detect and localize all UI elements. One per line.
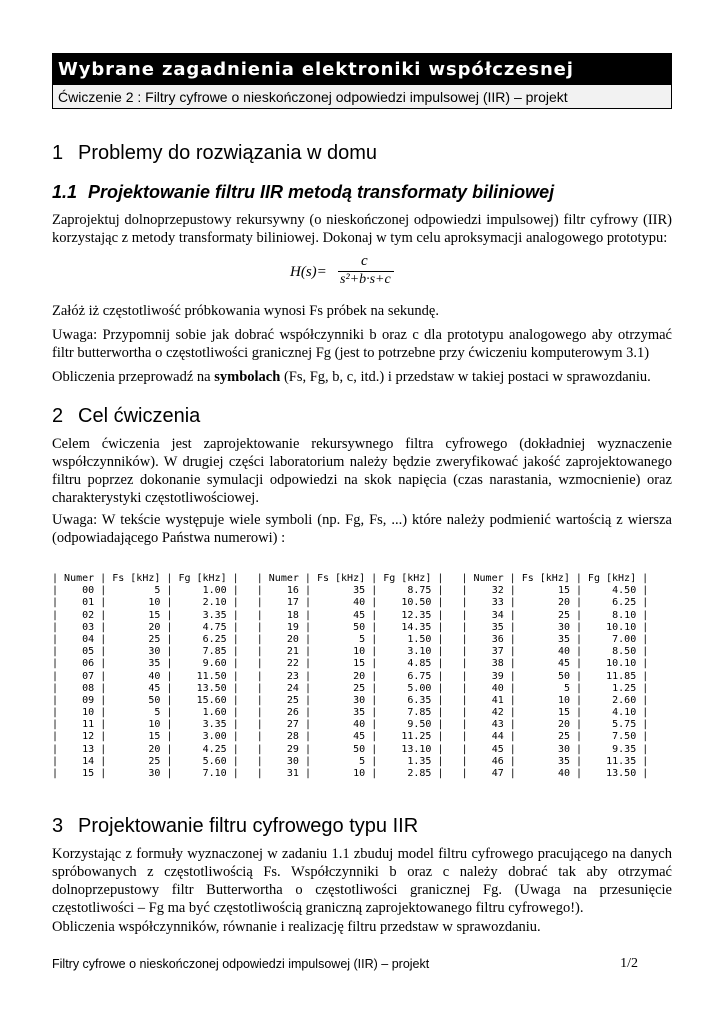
footer-text: Filtry cyfrowe o nieskończonej odpowiedzi impulsowej (IIR) – projekt <box>52 957 430 971</box>
transfer-function-formula <box>290 255 410 291</box>
table-cell-fg: 8.10 <box>612 609 637 621</box>
table-cell-fs: 35 <box>557 633 570 645</box>
table-cell-fg: 8.75 <box>407 585 432 597</box>
table-cell-number: 25 <box>286 694 299 706</box>
table-cell-number: 34 <box>491 609 504 621</box>
table-cell-fs: 20 <box>353 670 366 682</box>
table-cell-fg: 13.10 <box>401 743 432 755</box>
table-cell-fg: 11.35 <box>606 755 637 767</box>
table-cell-number: 08 <box>82 682 95 694</box>
table-cell-fg: 9.60 <box>202 658 227 670</box>
table-cell-number: 22 <box>286 658 299 670</box>
table-cell-fg: 12.35 <box>401 609 432 621</box>
table-cell-fs: 15 <box>557 707 570 719</box>
table-cell-fs: 5 <box>563 682 570 694</box>
table-cell-fg: 4.25 <box>202 743 227 755</box>
table-cell-number: 45 <box>491 743 504 755</box>
table-header-cell: Numer <box>473 573 504 584</box>
table-cell-fs: 20 <box>557 719 570 731</box>
table-cell-fg: 7.00 <box>612 633 637 645</box>
table-cell-number: 07 <box>82 670 95 682</box>
section-1-number: 1 <box>52 142 64 164</box>
page-number: 1/2 <box>620 956 638 971</box>
table-cell-number: 36 <box>491 633 504 645</box>
table-row: | 09 | 50 | 15.60 | | 25 | 30 | 6.35 | | 41 | 10 | 2.60 | <box>52 694 649 706</box>
table-cell-fs: 35 <box>353 585 366 597</box>
section-1-paragraph-2: Załóż iż częstotliwość próbkowania wynosi Fs próbek na sekundę. <box>52 303 439 319</box>
table-cell-number: 21 <box>286 646 299 658</box>
table-cell-fg: 4.85 <box>407 658 432 670</box>
table-cell-fg: 7.85 <box>202 646 227 658</box>
table-cell-fg: 7.50 <box>612 731 637 743</box>
table-cell-fs: 40 <box>353 597 366 609</box>
table-row: | 10 | 5 | 1.60 | | 26 | 35 | 7.85 | | 42 | 15 | 4.10 | <box>52 707 649 719</box>
table-cell-fs: 30 <box>557 743 570 755</box>
table-cell-fs: 40 <box>557 646 570 658</box>
table-cell-number: 12 <box>82 731 95 743</box>
table-cell-number: 39 <box>491 670 504 682</box>
table-cell-fg: 4.10 <box>612 707 637 719</box>
table-cell-fg: 6.35 <box>407 694 432 706</box>
table-header-cell: Fg [kHz] <box>178 573 227 584</box>
table-cell-fs: 50 <box>148 694 161 706</box>
section-3-paragraph-2: Obliczenia współczynników, równanie i realizację filtru przedstaw w sprawozdaniu. <box>52 919 541 935</box>
section-2-number: 2 <box>52 405 64 427</box>
table-cell-number: 41 <box>491 694 504 706</box>
table-cell-fg: 3.35 <box>202 719 227 731</box>
table-cell-fs: 5 <box>154 707 161 719</box>
document-subtitle: Ćwiczenie 2 : Filtry cyfrowe o nieskończonej odpowiedzi impulsowej (IIR) – projekt <box>52 84 672 109</box>
table-cell-fg: 13.50 <box>606 768 637 779</box>
table-cell-number: 43 <box>491 719 504 731</box>
table-cell-fs: 40 <box>353 719 366 731</box>
table-cell-number: 23 <box>286 670 299 682</box>
table-header-cell: Fs [kHz] <box>521 573 570 584</box>
table-cell-number: 18 <box>286 609 299 621</box>
section-2-paragraph-2: Uwaga: W tekście występuje wiele symboli (np. Fg, Fs, ...) które należy podmienić wartością z wiersza (odpowiadającego Państwa numerowi) : <box>52 512 672 546</box>
table-row: | 08 | 45 | 13.50 | | 24 | 25 | 5.00 | | 40 | 5 | 1.25 | <box>52 682 649 694</box>
table-cell-fg: 1.60 <box>202 707 227 719</box>
table-cell-number: 40 <box>491 682 504 694</box>
table-cell-fg: 11.50 <box>196 670 227 682</box>
table-cell-fg: 10.50 <box>401 597 432 609</box>
table-cell-number: 16 <box>286 585 299 597</box>
section-1-paragraph-1: Zaprojektuj dolnoprzepustowy rekursywny (o nieskończonej odpowiedzi impulsowej) filtr cyfrowy (IIR) korzystając z metody transformaty biliniowej. Dokonaj w tym celu aproksymacji analogowego prototypu: <box>52 212 672 246</box>
table-cell-fs: 40 <box>557 768 570 779</box>
table-cell-fs: 25 <box>557 731 570 743</box>
table-cell-fg: 2.85 <box>407 768 432 779</box>
table-cell-fs: 35 <box>353 707 366 719</box>
formula-denominator: s²+b·s+c <box>340 272 391 287</box>
table-cell-fg: 5.75 <box>612 719 637 731</box>
section-2-heading <box>52 405 200 428</box>
section-1-title: Problemy do rozwiązania w domu <box>78 142 378 164</box>
table-cell-fg: 9.35 <box>612 743 637 755</box>
table-cell-fg: 8.50 <box>612 646 637 658</box>
p4-post: (Fs, Fg, b, c, itd.) i przedstaw w takiej postaci w sprawozdaniu. <box>280 369 651 385</box>
table-cell-fs: 25 <box>148 755 161 767</box>
table-cell-number: 32 <box>491 585 504 597</box>
table-row: | 02 | 15 | 3.35 | | 18 | 45 | 12.35 | | 34 | 25 | 8.10 | <box>52 609 649 621</box>
table-cell-number: 46 <box>491 755 504 767</box>
table-cell-fg: 5.00 <box>407 682 432 694</box>
table-cell-fs: 10 <box>557 694 570 706</box>
table-row: | 13 | 20 | 4.25 | | 29 | 50 | 13.10 | | 45 | 30 | 9.35 | <box>52 743 649 755</box>
table-cell-fs: 45 <box>557 658 570 670</box>
table-cell-number: 02 <box>82 609 95 621</box>
table-cell-fg: 9.50 <box>407 719 432 731</box>
table-header-cell: Numer <box>64 573 95 584</box>
table-cell-fs: 50 <box>353 743 366 755</box>
table-cell-number: 20 <box>286 633 299 645</box>
table-cell-number: 03 <box>82 621 95 633</box>
table-cell-number: 04 <box>82 633 95 645</box>
formula-lhs: H(s)= <box>290 264 327 280</box>
table-row: | 03 | 20 | 4.75 | | 19 | 50 | 14.35 | | 35 | 30 | 10.10 | <box>52 621 649 633</box>
table-row: | 11 | 10 | 3.35 | | 27 | 40 | 9.50 | | 43 | 20 | 5.75 | <box>52 719 649 731</box>
table-row: | 15 | 30 | 7.10 | | 31 | 10 | 2.85 | | 47 | 40 | 13.50 | <box>52 768 649 779</box>
table-row: | 04 | 25 | 6.25 | | 20 | 5 | 1.50 | | 36 | 35 | 7.00 | <box>52 633 649 645</box>
section-3-paragraph-1: Korzystając z formuły wyznaczonej w zadaniu 1.1 zbuduj model filtru cyfrowego pracującego na danych spróbowanych z częstotliwością Fs. Współczynniki b oraz c należy dobrać tak aby otrzymać dolnoprzepustowy filtr Butterwortha o częstotliwości granicznej Fg. (Uwaga na przesunięcie częstotliwości – Fg ma być częstotliwością graniczną zaprojektowanego filtru cyfrowego!). <box>52 846 672 916</box>
table-cell-fs: 45 <box>148 682 161 694</box>
table-cell-fs: 10 <box>353 768 366 779</box>
table-cell-fg: 10.10 <box>606 658 637 670</box>
table-cell-fs: 25 <box>148 633 161 645</box>
table-cell-fg: 14.35 <box>401 621 432 633</box>
table-cell-number: 29 <box>286 743 299 755</box>
table-cell-fs: 15 <box>148 609 161 621</box>
table-cell-fs: 10 <box>353 646 366 658</box>
section-3-heading <box>52 815 418 838</box>
table-cell-number: 28 <box>286 731 299 743</box>
table-header-cell: Numer <box>268 573 299 584</box>
subsection-1-1-heading <box>52 182 554 203</box>
table-cell-fg: 13.50 <box>196 682 227 694</box>
table-row: | 05 | 30 | 7.85 | | 21 | 10 | 3.10 | | 37 | 40 | 8.50 | <box>52 646 649 658</box>
section-2-title: Cel ćwiczenia <box>78 405 201 427</box>
table-cell-number: 17 <box>286 597 299 609</box>
table-cell-number: 35 <box>491 621 504 633</box>
table-cell-number: 33 <box>491 597 504 609</box>
table-cell-number: 10 <box>82 707 95 719</box>
table-cell-number: 05 <box>82 646 95 658</box>
table-cell-fs: 25 <box>557 609 570 621</box>
table-row: | 14 | 25 | 5.60 | | 30 | 5 | 1.35 | | 46 | 35 | 11.35 | <box>52 755 649 767</box>
subsection-1-1-number: 1.1 <box>52 182 78 202</box>
table-cell-fs: 40 <box>148 670 161 682</box>
table-row: | 01 | 10 | 2.10 | | 17 | 40 | 10.50 | | 33 | 20 | 6.25 | <box>52 597 649 609</box>
table-cell-fs: 15 <box>353 658 366 670</box>
section-1-paragraph-3: Uwaga: Przypomnij sobie jak dobrać współczynniki b oraz c dla prototypu analogowego aby otrzymać filtr butterwortha o częstotliwości granicznej Fg (jest to potrzebne przy ćwiczeniu komputerowym 3.1) <box>52 327 672 361</box>
table-cell-fg: 4.50 <box>612 585 637 597</box>
table-cell-fg: 15.60 <box>196 694 227 706</box>
table-cell-fg: 4.75 <box>202 621 227 633</box>
table-row: | 00 | 5 | 1.00 | | 16 | 35 | 8.75 | | 32 | 15 | 4.50 | <box>52 585 649 597</box>
document-title: Wybrane zagadnienia elektroniki współczesnej <box>52 53 672 84</box>
table-cell-number: 19 <box>286 621 299 633</box>
table-row: | 12 | 15 | 3.00 | | 28 | 45 | 11.25 | | 44 | 25 | 7.50 | <box>52 731 649 743</box>
table-cell-number: 15 <box>82 768 95 779</box>
table-cell-fg: 11.85 <box>606 670 637 682</box>
table-cell-fg: 6.25 <box>202 633 227 645</box>
table-cell-number: 24 <box>286 682 299 694</box>
p4-pre: Obliczenia przeprowadź na <box>52 369 215 385</box>
subsection-1-1-title: Projektowanie filtru IIR metodą transformaty biliniowej <box>88 182 555 202</box>
table-cell-fg: 1.25 <box>612 682 637 694</box>
table-cell-fg: 3.10 <box>407 646 432 658</box>
section-3-title: Projektowanie filtru cyfrowego typu IIR <box>78 815 419 837</box>
section-1-heading <box>52 142 377 165</box>
table-cell-fs: 50 <box>557 670 570 682</box>
table-cell-fs: 45 <box>353 609 366 621</box>
table-cell-fg: 1.35 <box>407 755 432 767</box>
table-cell-number: 42 <box>491 707 504 719</box>
table-cell-fs: 10 <box>148 719 161 731</box>
table-cell-number: 14 <box>82 755 95 767</box>
table-cell-fg: 5.60 <box>202 755 227 767</box>
table-cell-number: 09 <box>82 694 95 706</box>
section-3-number: 3 <box>52 815 64 837</box>
table-header-cell: Fg [kHz] <box>587 573 637 584</box>
table-header-cell: Fs [kHz] <box>112 573 161 584</box>
table-cell-fs: 25 <box>353 682 366 694</box>
table-cell-number: 26 <box>286 707 299 719</box>
table-cell-fg: 6.75 <box>407 670 432 682</box>
table-row: | 06 | 35 | 9.60 | | 22 | 15 | 4.85 | | 38 | 45 | 10.10 | <box>52 658 649 670</box>
table-cell-number: 01 <box>82 597 95 609</box>
table-cell-number: 30 <box>286 755 299 767</box>
table-cell-fs: 50 <box>353 621 366 633</box>
table-cell-number: 37 <box>491 646 504 658</box>
table-row: | 07 | 40 | 11.50 | | 23 | 20 | 6.75 | | 39 | 50 | 11.85 | <box>52 670 649 682</box>
table-cell-number: 27 <box>286 719 299 731</box>
table-cell-fs: 15 <box>557 585 570 597</box>
table-cell-number: 38 <box>491 658 504 670</box>
table-cell-number: 00 <box>82 585 95 597</box>
table-cell-fs: 10 <box>148 597 161 609</box>
table-cell-fs: 20 <box>148 621 161 633</box>
table-cell-fs: 30 <box>148 646 161 658</box>
table-cell-fg: 11.25 <box>401 731 432 743</box>
table-cell-number: 47 <box>491 768 504 779</box>
table-cell-fs: 35 <box>557 755 570 767</box>
table-cell-number: 13 <box>82 743 95 755</box>
table-cell-fg: 2.10 <box>202 597 227 609</box>
table-cell-fg: 3.00 <box>202 731 227 743</box>
section-2-paragraph-1: Celem ćwiczenia jest zaprojektowanie rekursywnego filtra cyfrowego (dokładniej wyznaczenie współczynników). W drugiej części laboratorium należy będzie zweryfikować jakość zaprojektowanego filtru poprzez dokonanie symulacji odpowiedzi na skok napięcia (czas narastania, wzmocnienie) oraz charakterystyki częstotliwościowej. <box>52 436 672 506</box>
table-cell-fs: 30 <box>353 694 366 706</box>
table-cell-fs: 45 <box>353 731 366 743</box>
table-cell-fs: 5 <box>154 585 161 597</box>
table-cell-fg: 7.10 <box>202 768 227 779</box>
table-cell-fg: 6.25 <box>612 597 637 609</box>
table-header-row: | Numer | Fs [kHz] | Fg [kHz] | | Numer | Fs [kHz] | Fg [kHz] | | Numer | Fs [kHz] | Fg [kHz] | <box>52 573 649 584</box>
table-cell-number: 06 <box>82 658 95 670</box>
table-cell-number: 31 <box>286 768 299 779</box>
section-1-paragraph-4 <box>52 368 672 386</box>
parameters-table <box>52 573 652 780</box>
p4-bold: symbolach <box>214 369 281 385</box>
table-cell-fg: 10.10 <box>606 621 637 633</box>
table-cell-fg: 1.00 <box>202 585 227 597</box>
table-cell-fs: 35 <box>148 658 161 670</box>
table-cell-fs: 30 <box>148 768 161 779</box>
table-cell-fg: 2.60 <box>612 694 637 706</box>
formula-numerator: c <box>361 253 368 269</box>
table-cell-number: 44 <box>491 731 504 743</box>
table-cell-fs: 20 <box>148 743 161 755</box>
table-header-cell: Fs [kHz] <box>316 573 366 584</box>
table-cell-fg: 1.50 <box>407 633 432 645</box>
table-header-cell: Fg [kHz] <box>383 573 432 584</box>
table-cell-fg: 7.85 <box>407 707 432 719</box>
page-footer <box>52 957 672 971</box>
table-cell-fs: 15 <box>148 731 161 743</box>
table-cell-number: 11 <box>82 719 95 731</box>
table-cell-fs: 20 <box>557 597 570 609</box>
table-cell-fs: 5 <box>359 755 366 767</box>
table-cell-fs: 5 <box>359 633 366 645</box>
table-cell-fg: 3.35 <box>202 609 227 621</box>
table-cell-fs: 30 <box>557 621 570 633</box>
